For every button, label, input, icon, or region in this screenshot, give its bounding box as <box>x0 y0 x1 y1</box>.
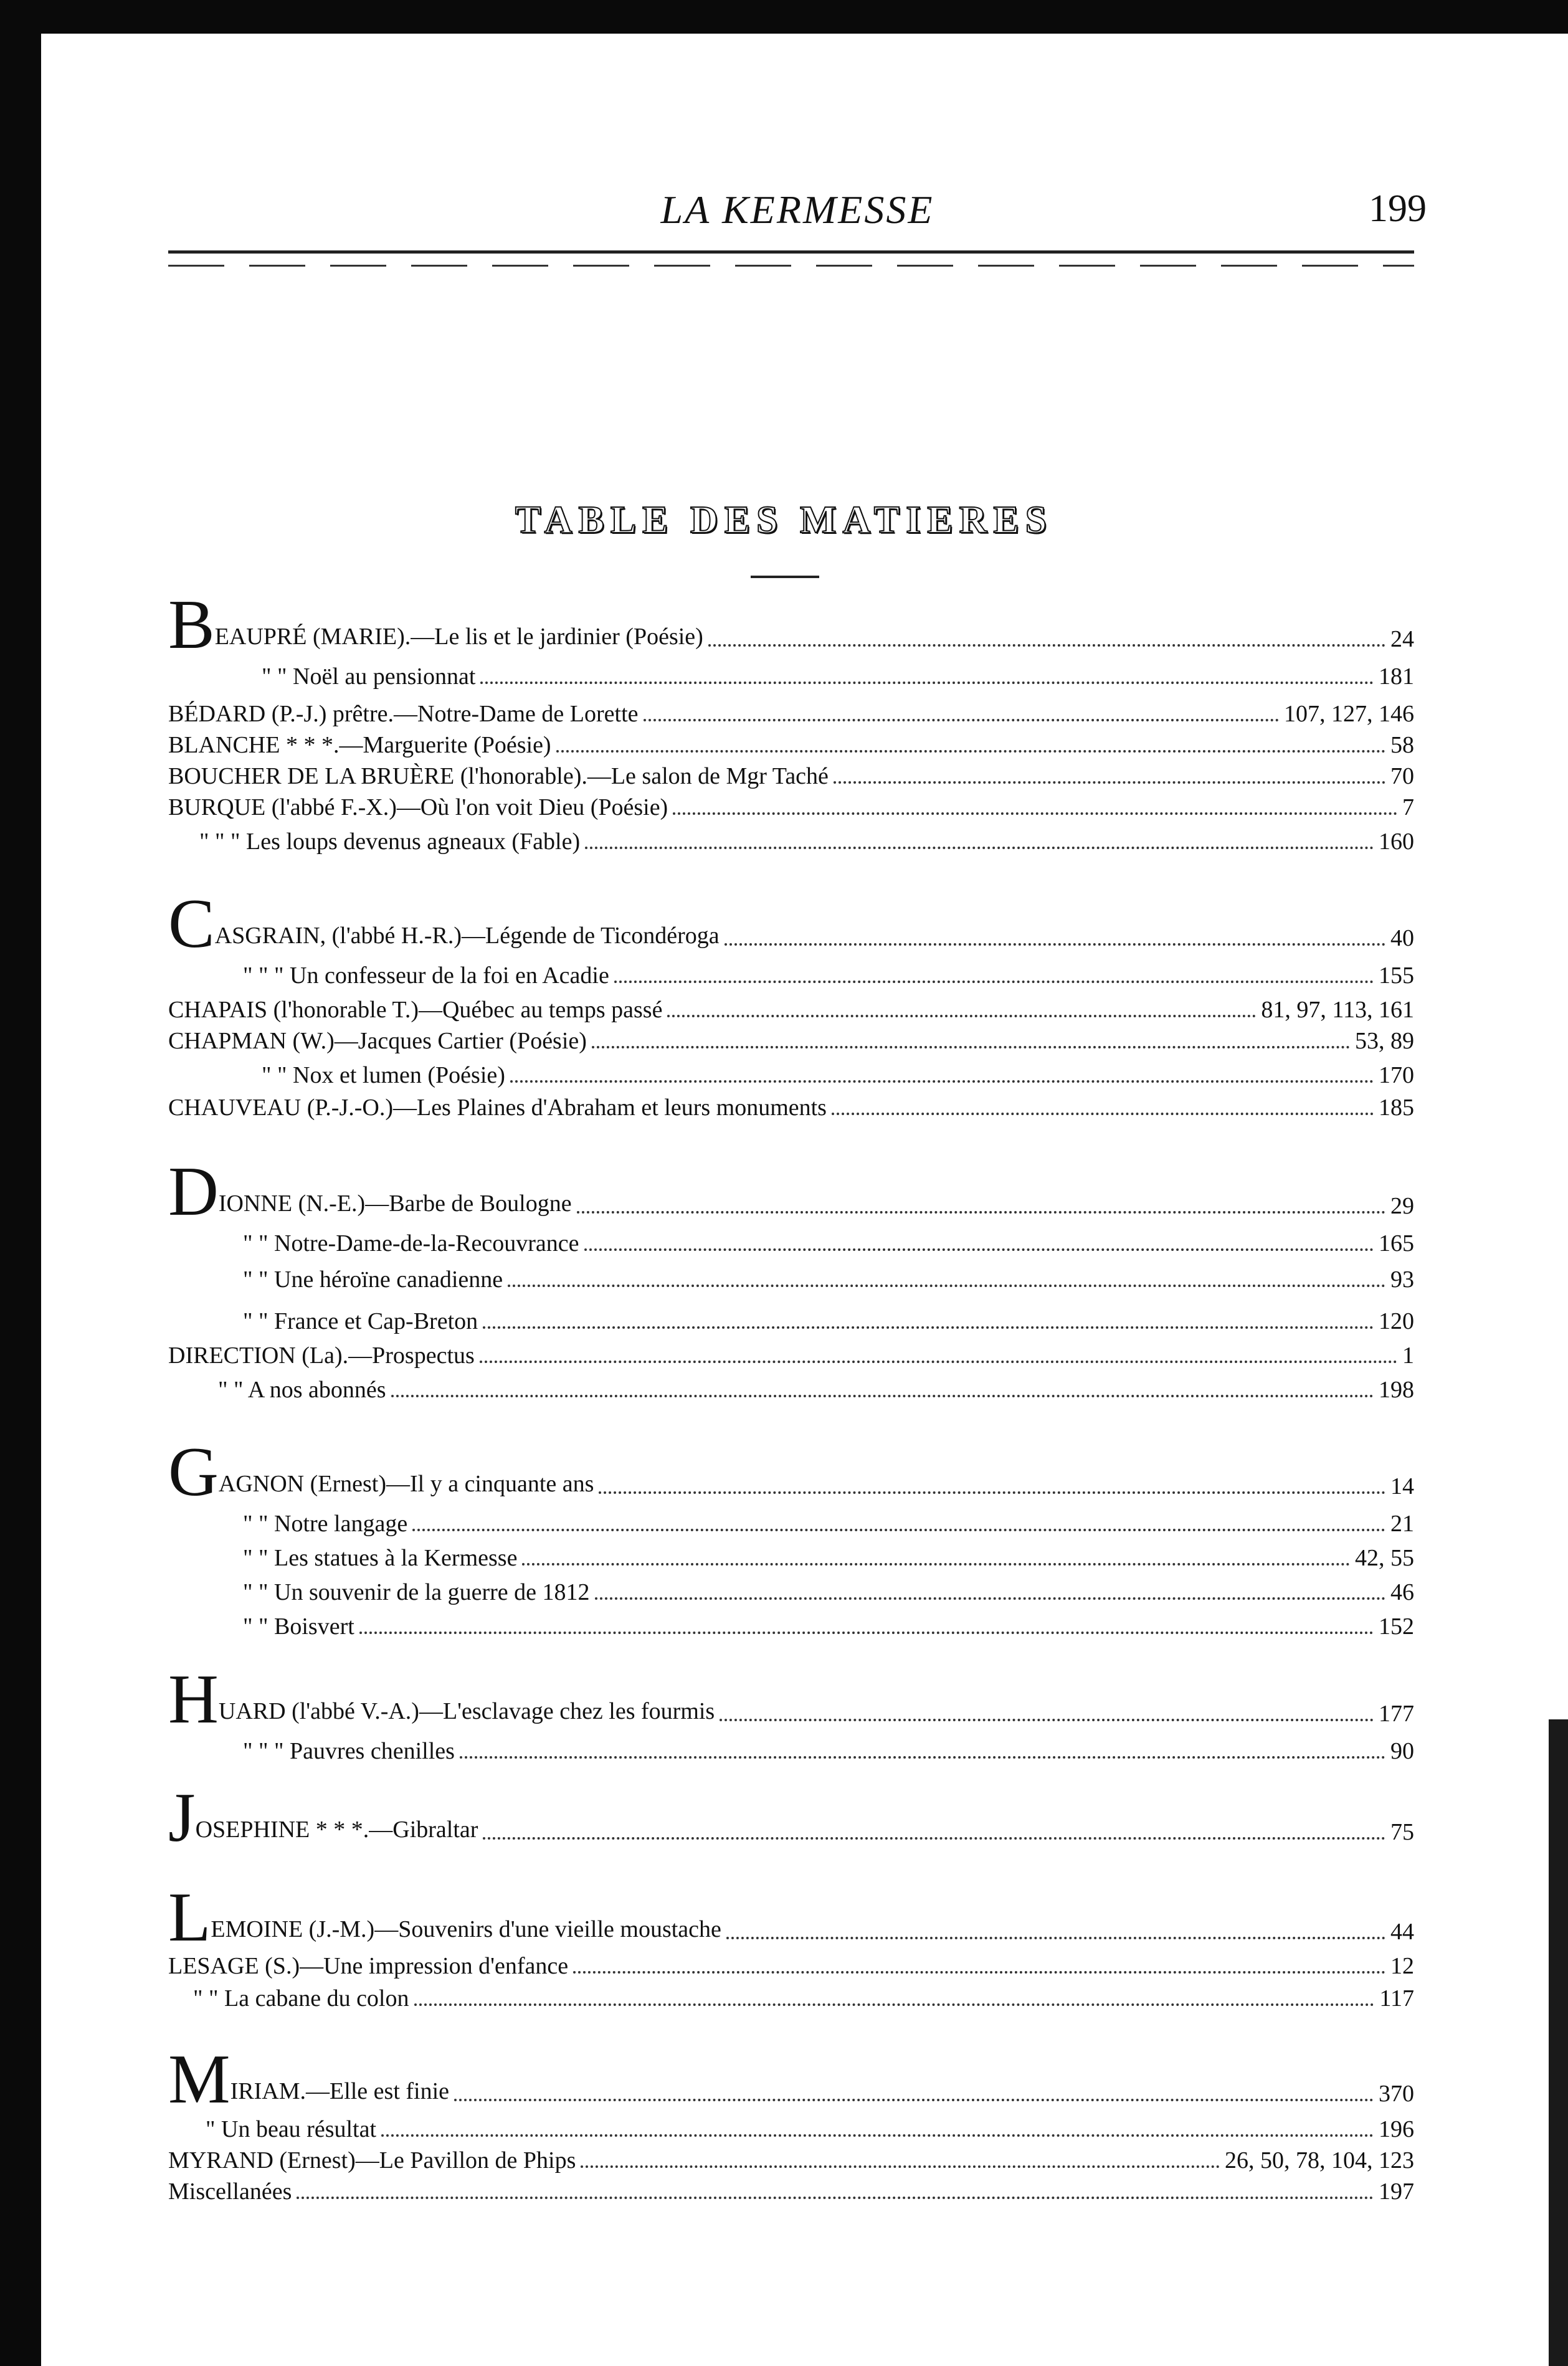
toc-entry <box>168 660 1414 690</box>
dot-leader <box>412 1529 1385 1531</box>
dot-leader <box>391 1395 1374 1397</box>
dot-leader <box>585 847 1374 849</box>
entry-text: BOUCHER DE LA BRUÈRE (l'honorable).—Le salon de Mgr Taché <box>168 763 829 789</box>
entry-text: IONNE (N.-E.)—Barbe de Boulogne <box>218 1190 572 1217</box>
entry-text: " " Notre langage <box>243 1511 408 1537</box>
entry-text: CHAUVEAU (P.-J.-O.)—Les Plaines d'Abraham et leurs monuments <box>168 1095 827 1121</box>
scan-top-edge <box>0 0 1568 34</box>
toc-entry <box>168 1661 1414 1738</box>
entry-pages: 46 <box>1390 1579 1414 1605</box>
entry-pages: 370 <box>1379 2081 1414 2107</box>
dot-leader <box>720 1719 1374 1721</box>
entry-text: " " Boisvert <box>243 1613 354 1640</box>
entry-text: " Un beau résultat <box>206 2116 377 2142</box>
toc-entry <box>168 1735 1414 1765</box>
toc-entry <box>168 760 1414 790</box>
entry-text: " " Une héroïne canadienne <box>243 1266 503 1293</box>
dot-leader <box>832 1113 1374 1115</box>
toc-entry <box>168 1339 1414 1369</box>
toc-entry <box>168 959 1414 989</box>
entry-pages: 120 <box>1379 1308 1414 1334</box>
entry-pages: 198 <box>1379 1377 1414 1403</box>
toc-entry <box>168 1374 1414 1404</box>
entry-pages: 155 <box>1379 962 1414 989</box>
entry-pages: 81, 97, 113, 161 <box>1261 997 1414 1023</box>
dot-leader <box>577 1211 1385 1214</box>
entry-pages: 93 <box>1390 1266 1414 1293</box>
toc-entry <box>168 791 1414 821</box>
section-title: TABLE DES MATIERES <box>515 499 1053 541</box>
entry-text: CHAPAIS (l'honorable T.)—Québec au temps passé <box>168 997 663 1023</box>
dot-leader <box>480 1361 1397 1363</box>
dot-leader <box>297 2197 1374 2199</box>
title-rule <box>751 576 819 578</box>
toc-entry <box>168 994 1414 1024</box>
entry-text: " " France et Cap-Breton <box>243 1308 478 1334</box>
entry-pages: 185 <box>1379 1095 1414 1121</box>
dot-leader <box>483 1837 1385 1840</box>
entry-pages: 21 <box>1390 1511 1414 1537</box>
toc-entry <box>168 1433 1414 1511</box>
dot-leader <box>480 682 1374 684</box>
entry-pages: 53, 89 <box>1355 1028 1414 1054</box>
toc-entry <box>168 1091 1414 1121</box>
entry-pages: 181 <box>1379 663 1414 690</box>
scan-left-edge <box>0 0 41 2366</box>
entry-text: EAUPRÉ (MARIE).—Le lis et le jardinier (Poésie) <box>214 624 703 650</box>
toc-entry <box>168 1025 1414 1055</box>
dot-leader <box>644 719 1280 721</box>
dot-leader <box>359 1632 1374 1634</box>
toc-entry <box>168 586 1414 663</box>
toc-entry <box>168 1153 1414 1230</box>
entry-text: BURQUE (l'abbé F.-X.)—Où l'on voit Dieu (Poésie) <box>168 794 668 820</box>
entry-text: BLANCHE * * *.—Marguerite (Poésie) <box>168 732 551 758</box>
toc-entry <box>168 885 1414 962</box>
drop-cap: L <box>168 1879 211 1956</box>
toc-entry <box>168 1059 1414 1089</box>
dot-leader <box>381 2134 1374 2137</box>
toc-entry <box>168 825 1414 855</box>
entry-text: OSEPHINE * * *.—Gibraltar <box>195 1817 478 1843</box>
entry-text: " " " Les loups devenus agneaux (Fable) <box>199 829 581 855</box>
header-rule-secondary <box>168 265 1414 267</box>
entry-pages: 70 <box>1390 763 1414 789</box>
toc-entry <box>168 2041 1414 2118</box>
toc-entry <box>168 1263 1414 1293</box>
entry-pages: 90 <box>1390 1738 1414 1764</box>
toc-entry <box>168 1576 1414 1606</box>
entry-text: " " Un souvenir de la guerre de 1812 <box>243 1579 590 1605</box>
dot-leader <box>573 1971 1385 1974</box>
dot-leader <box>708 644 1385 647</box>
dot-leader <box>454 2099 1374 2101</box>
toc-entry <box>168 1542 1414 1572</box>
toc-entry <box>168 1227 1414 1257</box>
entry-text: DIRECTION (La).—Prospectus <box>168 1342 475 1369</box>
dot-leader <box>414 2003 1375 2006</box>
entry-pages: 107, 127, 146 <box>1284 701 1414 727</box>
entry-pages: 29 <box>1390 1193 1414 1219</box>
toc-entry <box>168 1950 1414 1980</box>
dot-leader <box>584 1248 1374 1251</box>
entry-pages: 177 <box>1379 1701 1414 1727</box>
entry-text: ASGRAIN, (l'abbé H.-R.)—Légende de Ticondéroga <box>214 923 720 949</box>
drop-cap: G <box>168 1433 219 1511</box>
entry-text: " " La cabane du colon <box>193 1985 409 2012</box>
dot-leader <box>726 1937 1385 1939</box>
dot-leader <box>673 812 1397 815</box>
entry-text: UARD (l'abbé V.-A.)—L'esclavage chez les fourmis <box>218 1698 715 1724</box>
dot-leader <box>508 1285 1385 1287</box>
entry-pages: 12 <box>1390 1953 1414 1979</box>
drop-cap: C <box>168 885 215 962</box>
entry-text: Miscellanées <box>168 2178 292 2205</box>
page-number: 199 <box>1369 188 1427 230</box>
drop-cap: J <box>168 1779 196 1856</box>
entry-pages: 117 <box>1379 1985 1414 2012</box>
toc-entry <box>168 2113 1414 2143</box>
entry-pages: 75 <box>1390 1819 1414 1845</box>
entry-pages: 24 <box>1390 626 1414 652</box>
running-title: LA KERMESSE <box>660 188 934 232</box>
entry-text: IRIAM.—Elle est finie <box>230 2078 450 2104</box>
dot-leader <box>592 1046 1350 1048</box>
entry-text: MYRAND (Ernest)—Le Pavillon de Phips <box>168 2147 576 2174</box>
entry-text: " " Les statues à la Kermesse <box>243 1545 518 1571</box>
entry-pages: 160 <box>1379 829 1414 855</box>
entry-text: LESAGE (S.)—Une impression d'enfance <box>168 1953 569 1979</box>
dot-leader <box>483 1326 1374 1329</box>
entry-pages: 26, 50, 78, 104, 123 <box>1225 2147 1414 2174</box>
dot-leader <box>510 1080 1374 1083</box>
entry-pages: 1 <box>1402 1342 1414 1369</box>
entry-pages: 40 <box>1390 925 1414 951</box>
dot-leader <box>667 1015 1256 1017</box>
entry-pages: 42, 55 <box>1355 1545 1414 1571</box>
toc-entry <box>168 2144 1414 2174</box>
dot-leader <box>614 981 1374 983</box>
toc-entry <box>168 1982 1414 2012</box>
toc-entry <box>168 729 1414 759</box>
entry-text: BÉDARD (P.-J.) prêtre.—Notre-Dame de Lorette <box>168 701 639 727</box>
entry-text: " " " Pauvres chenilles <box>243 1738 455 1764</box>
drop-cap: B <box>168 586 215 663</box>
entry-text: EMOINE (J.-M.)—Souvenirs d'une vieille moustache <box>211 1916 721 1942</box>
dot-leader <box>725 943 1385 946</box>
entry-pages: 197 <box>1379 2178 1414 2205</box>
toc-entry <box>168 1305 1414 1335</box>
entry-pages: 152 <box>1379 1613 1414 1640</box>
scan-right-edge <box>1549 1719 1568 2366</box>
toc-entry <box>168 1508 1414 1537</box>
dot-leader <box>460 1756 1385 1759</box>
entry-pages: 7 <box>1402 794 1414 820</box>
entry-text: " " Noël au pensionnat <box>262 663 476 690</box>
entry-text: " " " Un confesseur de la foi en Acadie <box>243 962 609 989</box>
entry-pages: 14 <box>1390 1473 1414 1499</box>
entry-text: " " Nox et lumen (Poésie) <box>262 1062 505 1088</box>
toc-entry <box>168 2175 1414 2205</box>
dot-leader <box>834 781 1385 784</box>
toc-entry <box>168 1779 1414 1856</box>
dot-leader <box>599 1491 1385 1494</box>
drop-cap: D <box>168 1153 219 1230</box>
entry-pages: 58 <box>1390 732 1414 758</box>
entry-text: AGNON (Ernest)—Il y a cinquante ans <box>218 1471 594 1497</box>
drop-cap: H <box>168 1661 219 1738</box>
toc-entry <box>168 1610 1414 1640</box>
entry-text: " " A nos abonnés <box>218 1377 386 1403</box>
dot-leader <box>522 1563 1350 1565</box>
entry-pages: 44 <box>1390 1919 1414 1945</box>
dot-leader <box>595 1597 1385 1600</box>
dot-leader <box>581 2165 1220 2168</box>
entry-pages: 196 <box>1379 2116 1414 2142</box>
entry-text: CHAPMAN (W.)—Jacques Cartier (Poésie) <box>168 1028 587 1054</box>
header-rule <box>168 250 1414 254</box>
dot-leader <box>556 750 1385 753</box>
entry-pages: 170 <box>1379 1062 1414 1088</box>
entry-text: " " Notre-Dame-de-la-Recouvrance <box>243 1230 579 1257</box>
entry-pages: 165 <box>1379 1230 1414 1257</box>
toc-entry <box>168 698 1414 728</box>
toc-entry <box>168 1879 1414 1956</box>
drop-cap: M <box>168 2041 230 2118</box>
